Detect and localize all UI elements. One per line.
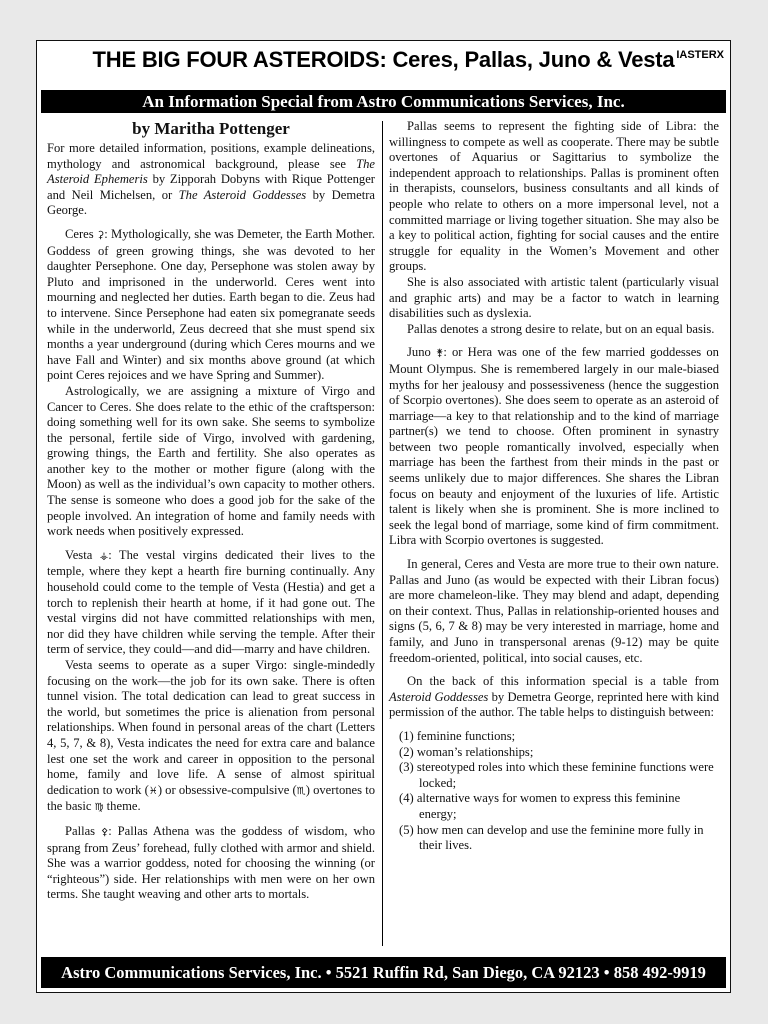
- column-divider: [382, 121, 383, 946]
- page-title: THE BIG FOUR ASTEROIDS: Ceres, Pallas, Juno & Vesta: [92, 47, 675, 72]
- general-paragraph: In general, Ceres and Vesta are more true to their own nature. Pallas and Juno (as would be expected with their Libran focus) are more chameleon-like. They may blend and adapt, depending on their context. Thus, Pallas in relationship-oriented houses and signs (5, 6, 7 & 8) may be very interested in marriage, home and family, and Juno in transpersonal arenas (9-12) may be quite freedom-oriented, political, into social causes, etc.: [389, 557, 719, 665]
- right-column: [389, 119, 719, 949]
- list-item: (5) how men can develop and use the feminine more fully in their lives.: [399, 822, 704, 853]
- list-item: (3) stereotyped roles into which these feminine functions were locked;: [399, 760, 714, 790]
- pallas-symbol-icon: ⚴: [100, 826, 109, 838]
- intro-paragraph: For more detailed information, positions, example delineations, mythology and astronomical background, please see The Asteroid Ephemeris by Zipporah Dobyns with Rique Pottenger and Neil Michelsen, or The Asteroid Goddesses by Demetra George.: [47, 141, 375, 218]
- pisces-symbol-icon: ♓: [148, 785, 158, 797]
- feminine-functions-list: [399, 729, 719, 854]
- vesta-symbol-icon: ⚶: [99, 550, 109, 562]
- juno-symbol-icon: ⚵: [435, 348, 444, 360]
- scorpio-symbol-icon: ♏: [296, 785, 306, 797]
- back-table-paragraph: On the back of this information special is a table from Asteroid Goddesses by Demetra George, reprinted here with kind permission of the author. The table helps to distinguish between:: [389, 674, 719, 720]
- juno-paragraph: Juno ⚵: or Hera was one of the few married goddesses on Mount Olympus. She is remembered largely in our male-biased myths for her jealousy and possessiveness (hence the suggestion of Scorpio overtones). She does seem to operate as an asteroid of marriage—a key to that relationship and to the kind of marriage partner(s) we tend to choose. Often prominent in synastry between two people romantically involved, especially when marriage has been the farthest from their minds in the past or seems unlikely due to major differences. She shares the Libran focus on beauty and enjoyment of the luxuries of life. Artistic talent is likely when she is prominent. She is more inclined to seek the legal bond of marriage, some kind of firm commitment. Libra with Scorpio overtones is suggested.: [389, 345, 719, 548]
- ceres-symbol-icon: ⚳: [96, 229, 105, 241]
- pallas-relate-paragraph: Pallas denotes a strong desire to relate, but on an equal basis.: [407, 321, 715, 336]
- author-byline: by Maritha Pottenger: [132, 119, 290, 138]
- vesta-paragraph: Vesta ⚶: The vestal virgins dedicated their lives to the temple, where they kept a hearth fire burning continually. Any household could come to the temple of Vesta (Hestia) and get a torch to replenish their hearth at home, if it had gone out. The vestal virgins did not have committed relationships with men, nor did they have children while serving the temple. After their term of service, they could—and did—marry and have children.: [47, 547, 375, 657]
- publisher-banner: An Information Special from Astro Communications Services, Inc.: [41, 90, 726, 113]
- pallas-paragraph: Pallas ⚴: Pallas Athena was the goddess of wisdom, who sprang from Zeus’ forehead, fully clothed with armor and shield. She was a warrior goddess, noted for choosing the winning (or “righteous”) side. Her relationships with men were on her own terms. She taught weaving and other arts to mortals.: [47, 823, 376, 902]
- list-item: (1) feminine functions;: [399, 728, 516, 743]
- vesta-astrology-paragraph: Vesta seems to operate as a super Virgo: single-mindedly focusing on the work—the job for its own sake. There is often tunnel vision. The total dedication can lead to great success in the world, but sometimes the price is alienation from personal relationships. When found in personal areas of the chart (Letters 4, 5, 7, & 8), Vesta indicates the need for extra care and balance lest one set the work and career in opposition to the personal home, family and love life. A sense of almost spiritual dedication to work (♓) or obsessive-compulsive (♏) overtones to the basic ♍ theme.: [47, 658, 376, 814]
- pallas-libra-paragraph: Pallas seems to represent the fighting side of Libra: the willingness to compete as well as cooperate. There may be subtle overtones of Aquarius or Sagittarius to symbolize the independent approach to relationships. Pallas is prominent often in therapists, counselors, business consultants and all kinds of people who relate to others on a more impersonal level, not a committed marriage or living together situation. She may also be a key to political action, fighting for social causes and the entire struggle for equality in the Women’s Movement and other groups.: [389, 119, 719, 274]
- document-code: IASTERX: [676, 49, 724, 61]
- list-item: (4) alternative ways for women to express this feminine energy;: [399, 791, 681, 821]
- virgo-symbol-icon: ♍: [94, 802, 104, 814]
- left-column: [47, 119, 375, 949]
- contact-footer: Astro Communications Services, Inc. • 5521 Ruffin Rd, San Diego, CA 92123 • 858 492-9919: [41, 957, 726, 988]
- ceres-paragraph: Ceres ⚳: Mythologically, she was Demeter, the Earth Mother. Goddess of green growing things, she was devoted to her daughter Persephone. One day, Persephone was stolen away by Pluto and imprisoned in the underworld. Ceres went into mourning and neglected her duties. Earth began to die. Zeus had to intervene. Since Persephone had eaten six pomegranate seeds while in the underworld, Zeus decreed that she must spend six months a year underground (during which Ceres mourns and we have Fall and Winter) and six months above ground (at which point Ceres rejoices and we have Spring and Summer).: [47, 226, 375, 383]
- document-page: [36, 40, 731, 993]
- list-item: (2) woman’s relationships;: [399, 744, 534, 759]
- ceres-astrology-paragraph: Astrologically, we are assigning a mixture of Virgo and Cancer to Ceres. She does relate to the ethic of the craftsperson: doing something well for its own sake. She seems to symbolize the personal, fertile side of Virgo, involved with gardening, growing things, the Earth and fertility. She also operates as another key to the mother or mother figure (along with the Moon) as well as the individual’s own capacity to mother others. The sense is someone who does a good job for the sake of the people involved. An integration of home and family needs with work needs when positively expressed.: [47, 383, 375, 539]
- pallas-artistic-paragraph: She is also associated with artistic talent (particularly visual and graphic arts) and may be a factor to watch in learning disabilities such as dyslexia.: [389, 274, 719, 321]
